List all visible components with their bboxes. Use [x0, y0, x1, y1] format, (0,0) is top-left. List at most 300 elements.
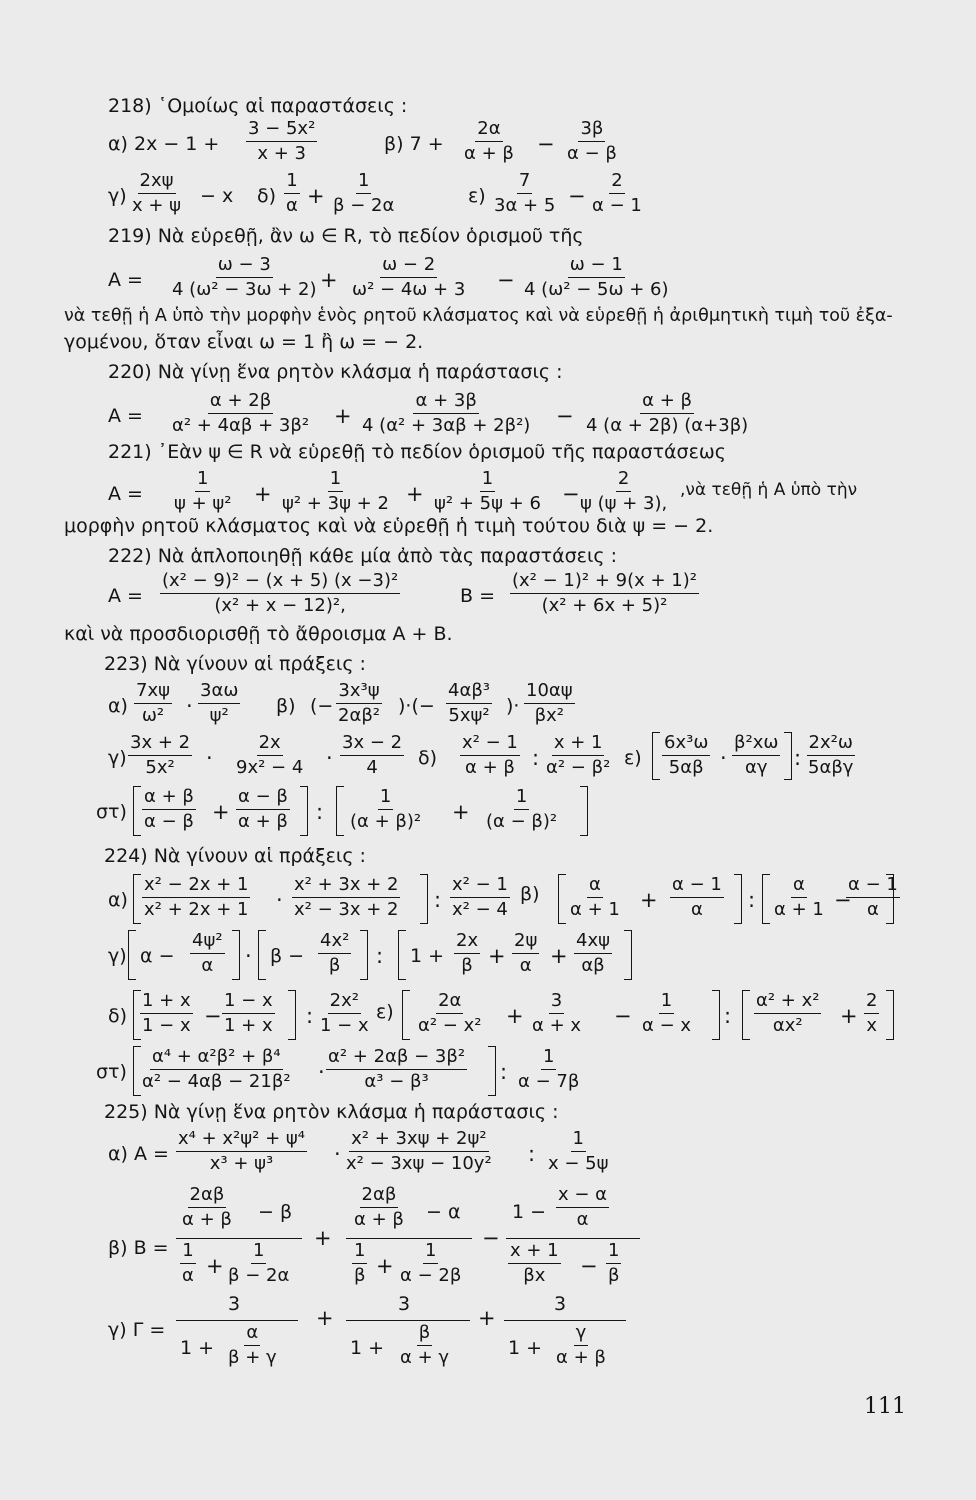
ex221-fraction-2 — [280, 468, 391, 515]
denominator: αγ — [744, 757, 768, 778]
denominator: α — [866, 899, 879, 920]
ex223-g-fraction-1 — [128, 732, 192, 779]
ex225-b3-top-pre: 1 − — [512, 1201, 547, 1223]
ex223-a-fraction-1 — [134, 680, 172, 727]
bracket-right — [300, 786, 308, 836]
numerator: 3x + 2 — [128, 732, 192, 756]
ex222-A-fraction — [160, 570, 400, 617]
ex218-b-fraction-2 — [565, 118, 619, 165]
ex225-b-label: β) B = — [108, 1237, 169, 1259]
ex225-a-fraction-1 — [176, 1128, 307, 1175]
denominator: ψ² + 3ψ + 2 — [282, 493, 389, 514]
bracket-right — [886, 990, 894, 1040]
numerator: x − α — [556, 1184, 609, 1208]
numerator: 1 — [284, 170, 299, 194]
bracket-right — [360, 930, 368, 980]
denominator: α − β — [567, 143, 617, 164]
numerator: (x² − 9)² − (x + 5) (x −3)² — [160, 570, 400, 594]
denominator: α − x — [642, 1015, 692, 1036]
numerator: 6x³ω — [662, 732, 710, 756]
denominator: 5αβ — [668, 757, 704, 778]
plus-sign: + — [506, 1004, 524, 1028]
minus-sign: − — [482, 1226, 500, 1250]
ex221-text: μορφὴν ρητοῦ κλάσματος καὶ νὰ εὑρεθῇ ἡ τιμὴ τούτου διὰ ψ = − 2. — [64, 515, 714, 537]
numerator: α — [791, 874, 807, 898]
denominator: (x² + x − 12)², — [214, 595, 346, 616]
ex224-g-label: γ) — [108, 945, 127, 967]
denominator: β − 2α — [333, 195, 395, 216]
numerator: x + 1 — [552, 732, 605, 756]
numerator: α² + 2αβ − 3β² — [326, 1046, 467, 1070]
denominator: 4 — [366, 757, 378, 778]
denominator: 4 (α² + 3αβ + 2β²) — [362, 415, 531, 436]
numerator: 4x² — [318, 930, 351, 954]
denominator: x² − 4 — [452, 899, 508, 920]
bracket-right — [580, 786, 588, 836]
numerator: 1 — [356, 170, 371, 194]
ex224-g-fraction-4 — [512, 930, 539, 977]
numerator: α − β — [236, 786, 290, 810]
ex223-b-fraction-2 — [446, 680, 492, 727]
paren-mid: )·(− — [398, 695, 435, 717]
exercise-218-title: 218) ῾Ομοίως αἱ παραστάσεις : — [108, 95, 408, 117]
numerator: x² + 3xψ + 2ψ² — [349, 1128, 488, 1152]
ex225-b2-top-tail: − α — [426, 1201, 461, 1223]
ex223-e-fraction-1 — [662, 732, 710, 779]
ex224-d-fraction-2 — [222, 990, 275, 1037]
numerator: α⁴ + α²β² + β⁴ — [150, 1046, 283, 1070]
paren-open: (− — [310, 695, 334, 717]
bracket-right — [886, 874, 894, 924]
numerator: x + 1 — [508, 1240, 561, 1264]
colon: : — [376, 944, 384, 968]
ex224-g-fraction-3 — [454, 930, 480, 977]
ex225-a-fraction-2 — [344, 1128, 494, 1175]
numerator: α + 3β — [413, 390, 478, 414]
plus-sign: + — [452, 800, 470, 824]
denominator: β — [608, 1265, 620, 1286]
ex221-tail: ,νὰ τεθῇ ἡ Α ὑπὸ τὴν — [680, 480, 858, 500]
numerator: 1 — [352, 1240, 367, 1264]
ex225-b1-top-tail: − β — [258, 1201, 293, 1223]
colon: : — [528, 1142, 536, 1166]
main-fraction-bar — [346, 1320, 470, 1321]
ex225-a-label: α) A = — [108, 1143, 169, 1165]
denominator: β — [328, 955, 341, 976]
ex225-g3-inner-fraction — [554, 1322, 608, 1369]
numerator: 2xψ — [138, 170, 176, 194]
denominator: ψ + ψ² — [174, 493, 232, 514]
ex219-text-2: γομένου, ὅταν εἶναι ω = 1 ἢ ω = − 2. — [64, 331, 424, 353]
plus-sign: + — [334, 404, 352, 428]
ex223-a-fraction-2 — [198, 680, 240, 727]
plus-sign: + — [376, 1254, 394, 1278]
ex221-fraction-4 — [578, 468, 669, 515]
denominator: β − 2α — [228, 1265, 290, 1286]
numerator: 2α — [475, 118, 502, 142]
ex219-A-eq: A = — [108, 269, 143, 291]
denominator: α — [519, 955, 532, 976]
ex225-b-fraction-2-top — [352, 1184, 406, 1231]
numerator: 3 — [549, 990, 564, 1014]
main-fraction-bar — [176, 1320, 298, 1321]
ex225-b1-bot-fraction-2 — [226, 1240, 291, 1287]
exercise-222-title: 222) Νὰ ἁπλοποιηθῇ κάθε μία ἀπὸ τὰς παραστάσεις : — [108, 545, 617, 567]
page-number: 111 — [864, 1394, 906, 1419]
denominator: α + x — [532, 1015, 582, 1036]
denominator: β — [461, 955, 473, 976]
minus-sign: − — [580, 1254, 598, 1278]
numerator: 2x²ω — [807, 732, 855, 756]
ex224-e-fraction-3 — [640, 990, 693, 1037]
denominator: α − β — [144, 811, 194, 832]
numerator: 1 — [659, 990, 674, 1014]
ex223-g-label: γ) — [108, 747, 127, 769]
plus-sign: + — [316, 1306, 334, 1330]
numerator: α — [244, 1322, 260, 1346]
dot: · — [245, 944, 252, 968]
ex218-b-fraction-1 — [462, 118, 516, 165]
ex218-a-label: α) 2x − 1 + — [108, 133, 220, 155]
denominator: α — [286, 195, 298, 216]
ex223-st-label: στ) — [96, 801, 127, 823]
paren-close: )· — [506, 695, 520, 717]
numerator: β — [417, 1322, 433, 1346]
numerator: 2 — [609, 170, 624, 194]
minus-sign: − — [614, 1004, 632, 1028]
numerator: 3β — [578, 118, 605, 142]
ex220-fraction-2 — [360, 390, 532, 437]
ex225-b3-top-fraction — [556, 1184, 609, 1231]
ex218-e-fraction-1 — [492, 170, 557, 217]
ex218-g-label: γ) — [108, 185, 127, 207]
ex219-text-1: νὰ τεθῇ ἡ Α ὑπὸ τὴν μορφὴν ἑνὸς ρητοῦ κλάσματος καὶ νὰ εὑρεθῇ ἡ ἀριθμητικὴ τιμὴ τοῦ ἐξα- — [64, 306, 893, 326]
bracket-right — [488, 1046, 496, 1096]
denominator: (x² + 6x + 5)² — [541, 595, 668, 616]
denominator: α + β — [464, 757, 515, 778]
ex219-fraction-2 — [350, 254, 467, 301]
ex222-B-fraction — [510, 570, 699, 617]
numerator: 2x² — [328, 990, 361, 1014]
ex225-g1-pre: 1 + — [180, 1337, 215, 1359]
ex224-e-fraction-1 — [416, 990, 483, 1037]
bracket-right — [734, 874, 742, 924]
ex224-d-label: δ) — [108, 1005, 128, 1027]
denominator: α² − 4αβ − 21β² — [142, 1071, 291, 1092]
denominator: αβ — [581, 955, 605, 976]
plus-sign: + — [840, 1004, 858, 1028]
denominator: ψ² — [209, 705, 229, 726]
numerator: 4αβ³ — [446, 680, 492, 704]
colon: : — [532, 746, 540, 770]
numerator: 2α — [436, 990, 463, 1014]
numerator: 2x — [454, 930, 480, 954]
colon: : — [500, 1060, 508, 1084]
bracket-left — [133, 874, 141, 924]
plus-sign: + — [478, 1306, 496, 1330]
denominator: α + β — [354, 1209, 404, 1230]
numerator: 1 — [541, 1046, 556, 1070]
numerator: 1 — [328, 468, 343, 492]
main-fraction-bar — [346, 1238, 472, 1239]
main-fraction-bar — [506, 1238, 640, 1239]
numerator: ω − 1 — [568, 254, 625, 278]
colon: : — [306, 1004, 314, 1028]
ex225-b2-bot-fraction-1 — [352, 1240, 368, 1287]
denominator: 9x² − 4 — [236, 757, 304, 778]
numerator: 2x — [257, 732, 283, 756]
numerator: 1 + x — [140, 990, 193, 1014]
ex225-g1-num: 3 — [228, 1293, 241, 1315]
numerator: x² + 3x + 2 — [292, 874, 400, 898]
plus-sign: + — [640, 888, 658, 912]
denominator: 1 − x — [320, 1015, 369, 1036]
ex225-g3-pre: 1 + — [508, 1337, 543, 1359]
ex224-a-fraction-1 — [142, 874, 250, 921]
numerator: 1 — [251, 1240, 266, 1264]
numerator: (x² − 1)² + 9(x + 1)² — [510, 570, 699, 594]
ex223-a-label: α) — [108, 695, 128, 717]
numerator: 3 − 5x² — [246, 118, 317, 142]
minus-sign: − — [834, 888, 852, 912]
numerator: 1 — [180, 1240, 195, 1264]
numerator: 4ψ² — [190, 930, 225, 954]
denominator: α + β — [464, 143, 514, 164]
denominator: α − 2β — [400, 1265, 462, 1286]
ex223-st-fraction-4 — [484, 786, 559, 833]
numerator: 1 — [606, 1240, 621, 1264]
bracket-left — [133, 786, 141, 836]
numerator: 1 — [423, 1240, 438, 1264]
bracket-left — [762, 874, 770, 924]
numerator: ω − 3 — [216, 254, 273, 278]
ex224-st-fraction-2 — [326, 1046, 467, 1093]
denominator: α + γ — [400, 1347, 450, 1368]
denominator: x − 5ψ — [548, 1153, 609, 1174]
ex220-fraction-1 — [170, 390, 311, 437]
denominator: 4 (ω² − 5ω + 6) — [524, 279, 669, 300]
ex224-a-label: α) — [108, 889, 128, 911]
denominator: αx² — [772, 1015, 803, 1036]
ex225-g2-num: 3 — [398, 1293, 411, 1315]
ex225-g-label: γ) Γ = — [108, 1319, 166, 1341]
numerator: 1 — [571, 1128, 586, 1152]
ex224-g-fraction-2 — [318, 930, 351, 977]
minus-sign: − — [556, 404, 574, 428]
numerator: 3x − 2 — [340, 732, 404, 756]
minus-sign: − — [568, 184, 586, 208]
minus-sign: − — [562, 482, 580, 506]
denominator: ψ (ψ + 3), — [580, 493, 668, 514]
denominator: βx — [523, 1265, 546, 1286]
denominator: β + γ — [228, 1347, 277, 1368]
ex225-g2-pre: 1 + — [350, 1337, 385, 1359]
plus-sign: + — [550, 944, 568, 968]
exercise-219-title: 219) Νὰ εὑρεθῇ, ἂν ω ∈ R, τὸ πεδίον ὁρισμοῦ τῆς — [108, 225, 584, 247]
plus-sign: + — [206, 1254, 224, 1278]
denominator: β — [354, 1265, 366, 1286]
denominator: ω² − 4ω + 3 — [352, 279, 466, 300]
ex223-st-fraction-1 — [142, 786, 196, 833]
bracket-left — [652, 732, 660, 780]
dot: · — [276, 888, 283, 912]
bracket-left — [258, 930, 266, 980]
minus-sign: − — [537, 132, 555, 156]
denominator: (α + β)² — [350, 811, 422, 832]
ex223-e-fraction-3 — [806, 732, 855, 779]
main-fraction-bar — [176, 1238, 302, 1239]
plus-sign: + — [254, 482, 272, 506]
bracket-right — [232, 930, 240, 980]
ex218-e-label: ε) — [468, 185, 486, 207]
ex224-a-fraction-3 — [450, 874, 510, 921]
bracket-right — [420, 874, 428, 924]
ex224-e-fraction-4 — [754, 990, 821, 1037]
ex218-d-fraction-1 — [284, 170, 300, 217]
ex223-st-fraction-2 — [236, 786, 290, 833]
dot: · — [186, 694, 193, 718]
ex223-e-fraction-2 — [732, 732, 780, 779]
numerator: 10αψ — [524, 680, 575, 704]
numerator: 2 — [616, 468, 631, 492]
colon: : — [748, 888, 756, 912]
ex224-g-fraction-5 — [574, 930, 612, 977]
numerator: 2αβ — [360, 1184, 399, 1208]
ex225-b1-bot-fraction-1 — [180, 1240, 196, 1287]
bracket-left — [742, 990, 750, 1040]
ex219-fraction-3 — [522, 254, 671, 301]
ex218-d-fraction-2 — [331, 170, 396, 217]
bracket-left — [402, 990, 410, 1040]
numerator: γ — [574, 1322, 589, 1346]
ex225-g3-num: 3 — [554, 1293, 567, 1315]
ex224-g-one: 1 + — [410, 945, 445, 967]
denominator: α — [182, 1265, 194, 1286]
ex225-a-fraction-3 — [546, 1128, 611, 1175]
denominator: 5x² — [145, 757, 175, 778]
ex224-st-fraction-3 — [516, 1046, 581, 1093]
ex222-A-eq: A = — [108, 585, 143, 607]
ex222-text: καὶ νὰ προσδιορισθῇ τὸ ἄθροισμα A + B. — [64, 623, 453, 645]
denominator: 4 (ω² − 3ω + 2) — [172, 279, 317, 300]
bracket-left — [128, 930, 136, 980]
denominator: 5xψ² — [448, 705, 490, 726]
ex224-d-fraction-3 — [318, 990, 371, 1037]
ex218-e-fraction-2 — [590, 170, 644, 217]
ex224-g-alpha: α − — [140, 945, 175, 967]
colon: : — [434, 888, 442, 912]
dot: · — [318, 1060, 325, 1084]
numerator: α + 2β — [208, 390, 273, 414]
ex224-g-beta: β − — [270, 945, 305, 967]
ex224-b-fraction-3 — [772, 874, 826, 921]
plus-sign: + — [307, 184, 325, 208]
numerator: 2αβ — [188, 1184, 227, 1208]
ex224-d-fraction-1 — [140, 990, 193, 1037]
ex225-g1-inner-fraction — [226, 1322, 279, 1369]
denominator: α² − x² — [418, 1015, 482, 1036]
numerator: β²xω — [732, 732, 780, 756]
ex222-B-eq: B = — [460, 585, 495, 607]
numerator: 7 — [517, 170, 532, 194]
bracket-left — [558, 874, 566, 924]
ex224-b-fraction-1 — [568, 874, 622, 921]
numerator: 4xψ — [574, 930, 612, 954]
denominator: α + 1 — [570, 899, 620, 920]
numerator: α — [587, 874, 603, 898]
numerator: α + β — [142, 786, 196, 810]
ex223-b-fraction-3 — [524, 680, 575, 727]
ex224-b-fraction-2 — [670, 874, 724, 921]
ex220-fraction-3 — [584, 390, 750, 437]
denominator: α + 1 — [774, 899, 824, 920]
colon: : — [794, 746, 802, 770]
ex218-g-fraction — [130, 170, 183, 217]
denominator: α³ − β³ — [364, 1071, 429, 1092]
colon: : — [316, 800, 324, 824]
denominator: α — [576, 1209, 589, 1230]
colon: : — [724, 1004, 732, 1028]
bracket-right — [712, 990, 720, 1040]
ex220-A-eq: A = — [108, 405, 143, 427]
ex224-e-fraction-2 — [530, 990, 583, 1037]
ex223-b-label: β) — [276, 695, 296, 717]
numerator: α² + x² — [754, 990, 821, 1014]
dot: · — [334, 1142, 341, 1166]
main-fraction-bar — [504, 1320, 626, 1321]
denominator: α² + 4αβ + 3β² — [172, 415, 310, 436]
ex223-st-fraction-3 — [348, 786, 423, 833]
ex225-g2-inner-fraction — [398, 1322, 451, 1369]
denominator: α + β — [238, 811, 288, 832]
numerator: ω − 2 — [380, 254, 437, 278]
numerator: 1 — [480, 468, 495, 492]
ex223-g-fraction-3 — [340, 732, 404, 779]
numerator: 1 — [378, 786, 393, 810]
denominator: α − 1 — [592, 195, 642, 216]
numerator: x² − 1 — [450, 874, 510, 898]
dot: · — [326, 746, 333, 770]
ex219-fraction-1 — [170, 254, 319, 301]
dot: · — [720, 746, 727, 770]
denominator: x² + 2x + 1 — [144, 899, 249, 920]
denominator: x² − 3xψ − 10y² — [346, 1153, 492, 1174]
plus-sign: + — [406, 482, 424, 506]
denominator: ψ² + 5ψ + 6 — [434, 493, 541, 514]
ex225-b-fraction-1-top — [180, 1184, 234, 1231]
ex223-d-fraction-2 — [544, 732, 612, 779]
exercise-223-title: 223) Νὰ γίνουν αἱ πράξεις : — [104, 653, 366, 675]
exercise-220-title: 220) Νὰ γίνῃ ἕνα ρητὸν κλάσμα ἡ παράστασις : — [108, 361, 563, 383]
denominator: x + ψ — [132, 195, 182, 216]
denominator: α — [690, 899, 703, 920]
numerator: 7xψ — [134, 680, 172, 704]
ex224-st-label: στ) — [96, 1061, 127, 1083]
ex223-e-label: ε) — [624, 747, 642, 769]
ex223-g-fraction-2 — [234, 732, 305, 779]
denominator: α + β — [556, 1347, 606, 1368]
denominator: x³ + ψ³ — [209, 1153, 274, 1174]
plus-sign: + — [212, 800, 230, 824]
ex224-a-fraction-2 — [292, 874, 400, 921]
numerator: x² − 2x + 1 — [142, 874, 250, 898]
ex223-d-label: δ) — [418, 747, 438, 769]
bracket-right — [288, 990, 296, 1040]
numerator: 1 − x — [222, 990, 275, 1014]
ex225-b3-bot-fraction-1 — [508, 1240, 561, 1287]
ex221-fraction-3 — [432, 468, 543, 515]
ex224-st-fraction-1 — [140, 1046, 293, 1093]
